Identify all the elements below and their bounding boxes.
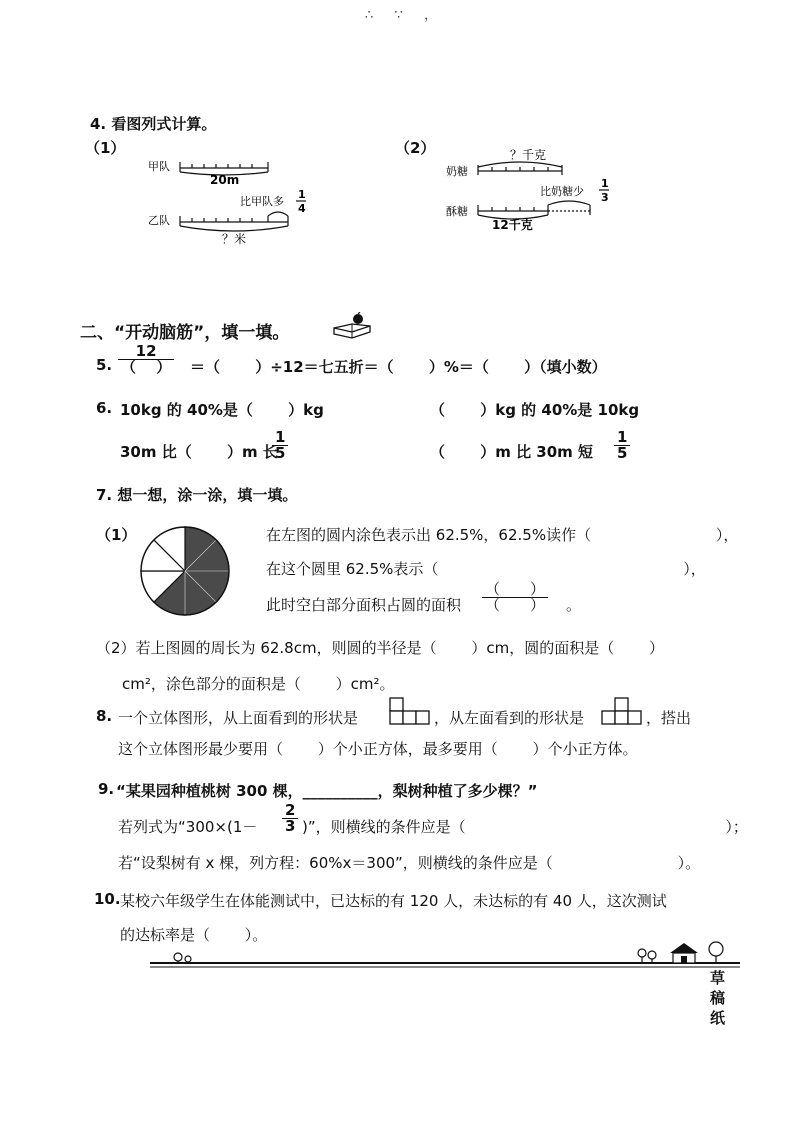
q6-frac-right-den: 5 bbox=[614, 445, 630, 461]
q6-line2-right: （ ）m 比 30m 短 bbox=[430, 443, 594, 461]
q9-frac-num: 2 bbox=[285, 801, 296, 819]
draft-paper-label bbox=[710, 968, 725, 1028]
q8-line1-c: ，搭出 bbox=[646, 709, 692, 727]
q7-frac-den: （ ） bbox=[482, 597, 548, 613]
q7-line3-end: 。 bbox=[566, 596, 582, 614]
q9-frac bbox=[282, 803, 298, 834]
draft-char-2: 稿 bbox=[710, 989, 726, 1007]
q8-line1-b: ，从左面看到的形状是 bbox=[434, 709, 585, 727]
q5-fraction bbox=[118, 344, 174, 375]
crisp-kg-label: 12千克 bbox=[492, 218, 533, 232]
frac-b-den: 3 bbox=[601, 191, 609, 204]
q4-diagram-2 bbox=[440, 145, 620, 240]
q8-line1-a: 一个立体图形，从上面看到的形状是 bbox=[118, 709, 359, 727]
q6-frac-left-num: 1 bbox=[275, 428, 286, 446]
q8-number: 8. bbox=[96, 707, 113, 725]
q6-frac-left bbox=[272, 430, 288, 461]
unknown-meter-label: ？米 bbox=[222, 232, 247, 246]
q9-number: 9. bbox=[98, 780, 115, 798]
q6-line2-left: 30m 比（ ）m 长 bbox=[120, 443, 278, 461]
team-a-label: 甲队 bbox=[148, 160, 170, 173]
q8-line2: 这个立体图形最少要用（ ）个小正方体，最多要用（ ）个小正方体。 bbox=[118, 740, 638, 758]
q5-number: 5. bbox=[96, 356, 113, 374]
q7-line3-frac bbox=[482, 582, 548, 613]
crisp-label: 酥糖 bbox=[446, 205, 468, 218]
unknown-kg-label: ？千克 bbox=[510, 148, 547, 162]
q9-line2-a: 若列式为“300×(1－ bbox=[118, 818, 258, 836]
frac-a-num: 1 bbox=[298, 188, 306, 201]
draft-char-1: 草 bbox=[710, 969, 726, 987]
q9-quote: “某果园种植桃树 300 棵，__________，梨树种植了多少棵？” bbox=[116, 782, 538, 800]
book-apple-icon bbox=[330, 312, 374, 342]
frac-a-den: 4 bbox=[298, 202, 306, 215]
q6-line1-left: 10kg 的 40%是（ ）kg bbox=[120, 401, 324, 419]
q4-title: 4. 看图列式计算。 bbox=[90, 115, 217, 133]
less-than-candy-label: 比奶糖少 bbox=[540, 185, 584, 198]
q7-title: 7. 想一想，涂一涂，填一填。 bbox=[96, 486, 298, 504]
q7-line1: 在左图的圆内涂色表示出 62.5%，62.5%读作（ ）， bbox=[266, 526, 739, 544]
q9-line3: 若“设梨树有 x 棵，列方程：60%x＝300”，则横线的条件应是（ ）。 bbox=[118, 854, 701, 872]
top-view-shape-icon bbox=[388, 696, 432, 732]
q10-number: 10. bbox=[94, 890, 121, 908]
q7-part2-line2: cm²，涂色部分的面积是（ ）cm²。 bbox=[122, 675, 395, 693]
frac-b-num: 1 bbox=[601, 177, 609, 190]
q9-frac-den: 3 bbox=[282, 818, 298, 834]
candy-label: 奶糖 bbox=[446, 165, 468, 178]
q4-part1-label: （1） bbox=[85, 139, 126, 157]
team-a-length: 20m bbox=[210, 173, 240, 187]
q6-frac-right-num: 1 bbox=[617, 428, 628, 446]
section2-title: 二、“开动脑筋”，填一填。 bbox=[80, 323, 290, 343]
draft-char-3: 纸 bbox=[710, 1009, 726, 1027]
q7-line3: 此时空白部分面积占圆的面积 bbox=[266, 596, 462, 614]
q7-frac-num: （ ） bbox=[485, 580, 546, 598]
q5-frac-num: 12 bbox=[135, 342, 157, 360]
q6-frac-right bbox=[614, 430, 630, 461]
more-than-a-label: 比甲队多 bbox=[240, 195, 284, 208]
house-icon bbox=[670, 943, 698, 963]
q10-line1: 某校六年级学生在体能测试中，已达标的有 120 人，未达标的有 40 人，这次测试 bbox=[120, 892, 667, 910]
q9-line2-b: )”，则横线的条件应是（ ）； bbox=[302, 818, 748, 836]
q4-diagram-1 bbox=[140, 150, 320, 250]
q4-part2-label: （2） bbox=[395, 139, 436, 157]
q6-frac-left-den: 5 bbox=[272, 445, 288, 461]
bottom-divider bbox=[150, 935, 744, 975]
q6-number: 6. bbox=[96, 399, 113, 417]
left-view-shape-icon bbox=[600, 696, 644, 732]
q10-line2: 的达标率是（ ）。 bbox=[120, 926, 268, 944]
q7-circle-diagram bbox=[137, 523, 233, 619]
header-fragment: ∴ ∵ ， bbox=[365, 8, 438, 23]
q7-part1-label: （1） bbox=[96, 526, 137, 544]
q7-line2: 在这个圆里 62.5%表示（ ）， bbox=[266, 560, 706, 578]
q5-text: ＝（ ）÷12＝七五折＝（ ）%＝（ ）（填小数） bbox=[190, 358, 607, 376]
q5-frac-den: （ ） bbox=[118, 359, 174, 375]
team-b-label: 乙队 bbox=[148, 214, 170, 227]
q6-line1-right: （ ）kg 的 40%是 10kg bbox=[430, 401, 640, 419]
q7-part2-line1: （2）若上图圆的周长为 62.8cm，则圆的半径是（ ）cm，圆的面积是（ ） bbox=[96, 639, 664, 657]
